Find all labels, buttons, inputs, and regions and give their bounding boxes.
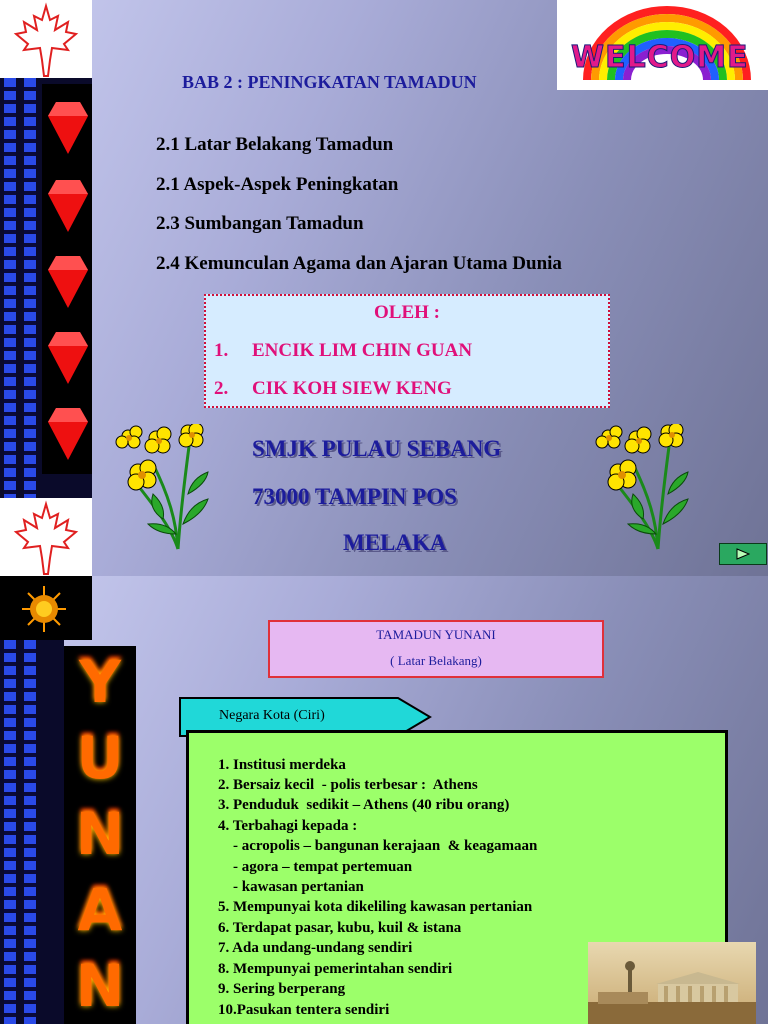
authors-heading: OLEH : bbox=[374, 302, 440, 323]
red-gem-icon bbox=[48, 102, 88, 154]
slide-title: BAB 2 : PENINGKATAN TAMADUN bbox=[182, 72, 477, 92]
school-name: SMJK PULAU SEBANG bbox=[252, 436, 502, 461]
film-strip bbox=[24, 78, 36, 498]
sun-box bbox=[0, 576, 92, 640]
characteristic-line: 2. Bersaiz kecil - polis terbesar : Athens bbox=[218, 777, 478, 793]
school-state: MELAKA bbox=[343, 530, 447, 555]
yellow-flower-icon bbox=[108, 424, 238, 554]
welcome-text: WELCOME bbox=[571, 40, 749, 75]
acropolis-photo bbox=[588, 942, 756, 1024]
fire-letter: A bbox=[77, 876, 123, 944]
author-row bbox=[214, 340, 472, 362]
arrow-label: Negara Kota (Ciri) bbox=[219, 708, 325, 723]
title-box bbox=[268, 620, 604, 678]
play-next-icon bbox=[736, 548, 750, 560]
characteristic-line: 1. Institusi merdeka bbox=[218, 757, 346, 773]
characteristic-line: 3. Penduduk sedikit – Athens (40 ribu orang) bbox=[218, 797, 510, 813]
characteristic-line: 8. Mempunyai pemerintahan sendiri bbox=[218, 961, 453, 977]
characteristic-line: 6. Terdapat pasar, kubu, kuil & istana bbox=[218, 920, 462, 936]
fire-letter: Y bbox=[79, 648, 121, 716]
school-address: 73000 TAMPIN POS bbox=[252, 484, 457, 509]
characteristic-line: - acropolis – bangunan kerajaan & keagamaan bbox=[218, 838, 538, 854]
fire-letter: U bbox=[76, 724, 124, 792]
topic-item: 2.4 Kemunculan Agama dan Ajaran Utama Dunia bbox=[156, 253, 562, 274]
author-number: 1. bbox=[214, 340, 229, 361]
author-name: CIK KOH SIEW KENG bbox=[252, 378, 452, 399]
film-strip bbox=[24, 640, 36, 1024]
slide-2 bbox=[0, 576, 768, 1024]
authors-box bbox=[204, 294, 610, 408]
sun-icon bbox=[0, 576, 92, 640]
red-gem-icon bbox=[48, 332, 88, 384]
fire-letter: N bbox=[75, 952, 125, 1020]
topic-item: 2.1 Latar Belakang Tamadun bbox=[156, 134, 394, 155]
next-slide-button[interactable] bbox=[719, 543, 767, 565]
film-strip bbox=[4, 640, 16, 1024]
characteristic-line: 10.Pasukan tentera sendiri bbox=[218, 1002, 390, 1018]
author-number: 2. bbox=[214, 378, 229, 399]
topic-item: 2.3 Sumbangan Tamadun bbox=[156, 213, 364, 234]
slide-title: TAMADUN YUNANI bbox=[376, 627, 496, 642]
welcome-banner bbox=[557, 0, 768, 90]
characteristic-line: 5. Mempunyai kota dikeliling kawasan pertanian bbox=[218, 899, 533, 915]
red-gem-icon bbox=[48, 256, 88, 308]
slide-subtitle: ( Latar Belakang) bbox=[390, 653, 482, 668]
yellow-flower-icon bbox=[588, 424, 718, 554]
characteristic-line: 7. Ada undang-undang sendiri bbox=[218, 940, 413, 956]
characteristic-line: 4. Terbahagi kepada : bbox=[218, 818, 358, 834]
topic-item: 2.1 Aspek-Aspek Peningkatan bbox=[156, 174, 399, 195]
author-row bbox=[214, 378, 452, 400]
yunani-vertical-title bbox=[64, 646, 136, 1024]
characteristic-line: - kawasan pertanian bbox=[218, 879, 364, 895]
film-strip bbox=[4, 78, 16, 498]
red-gem-icon bbox=[48, 408, 88, 460]
red-gem-icon bbox=[48, 180, 88, 232]
characteristic-line: 9. Sering berperang bbox=[218, 981, 346, 997]
characteristic-line: - agora – tempat pertemuan bbox=[218, 859, 413, 875]
maple-leaf-icon bbox=[0, 0, 92, 78]
maple-leaf-icon bbox=[0, 498, 92, 576]
author-name: ENCIK LIM CHIN GUAN bbox=[252, 340, 473, 361]
fire-letter: N bbox=[75, 800, 125, 868]
